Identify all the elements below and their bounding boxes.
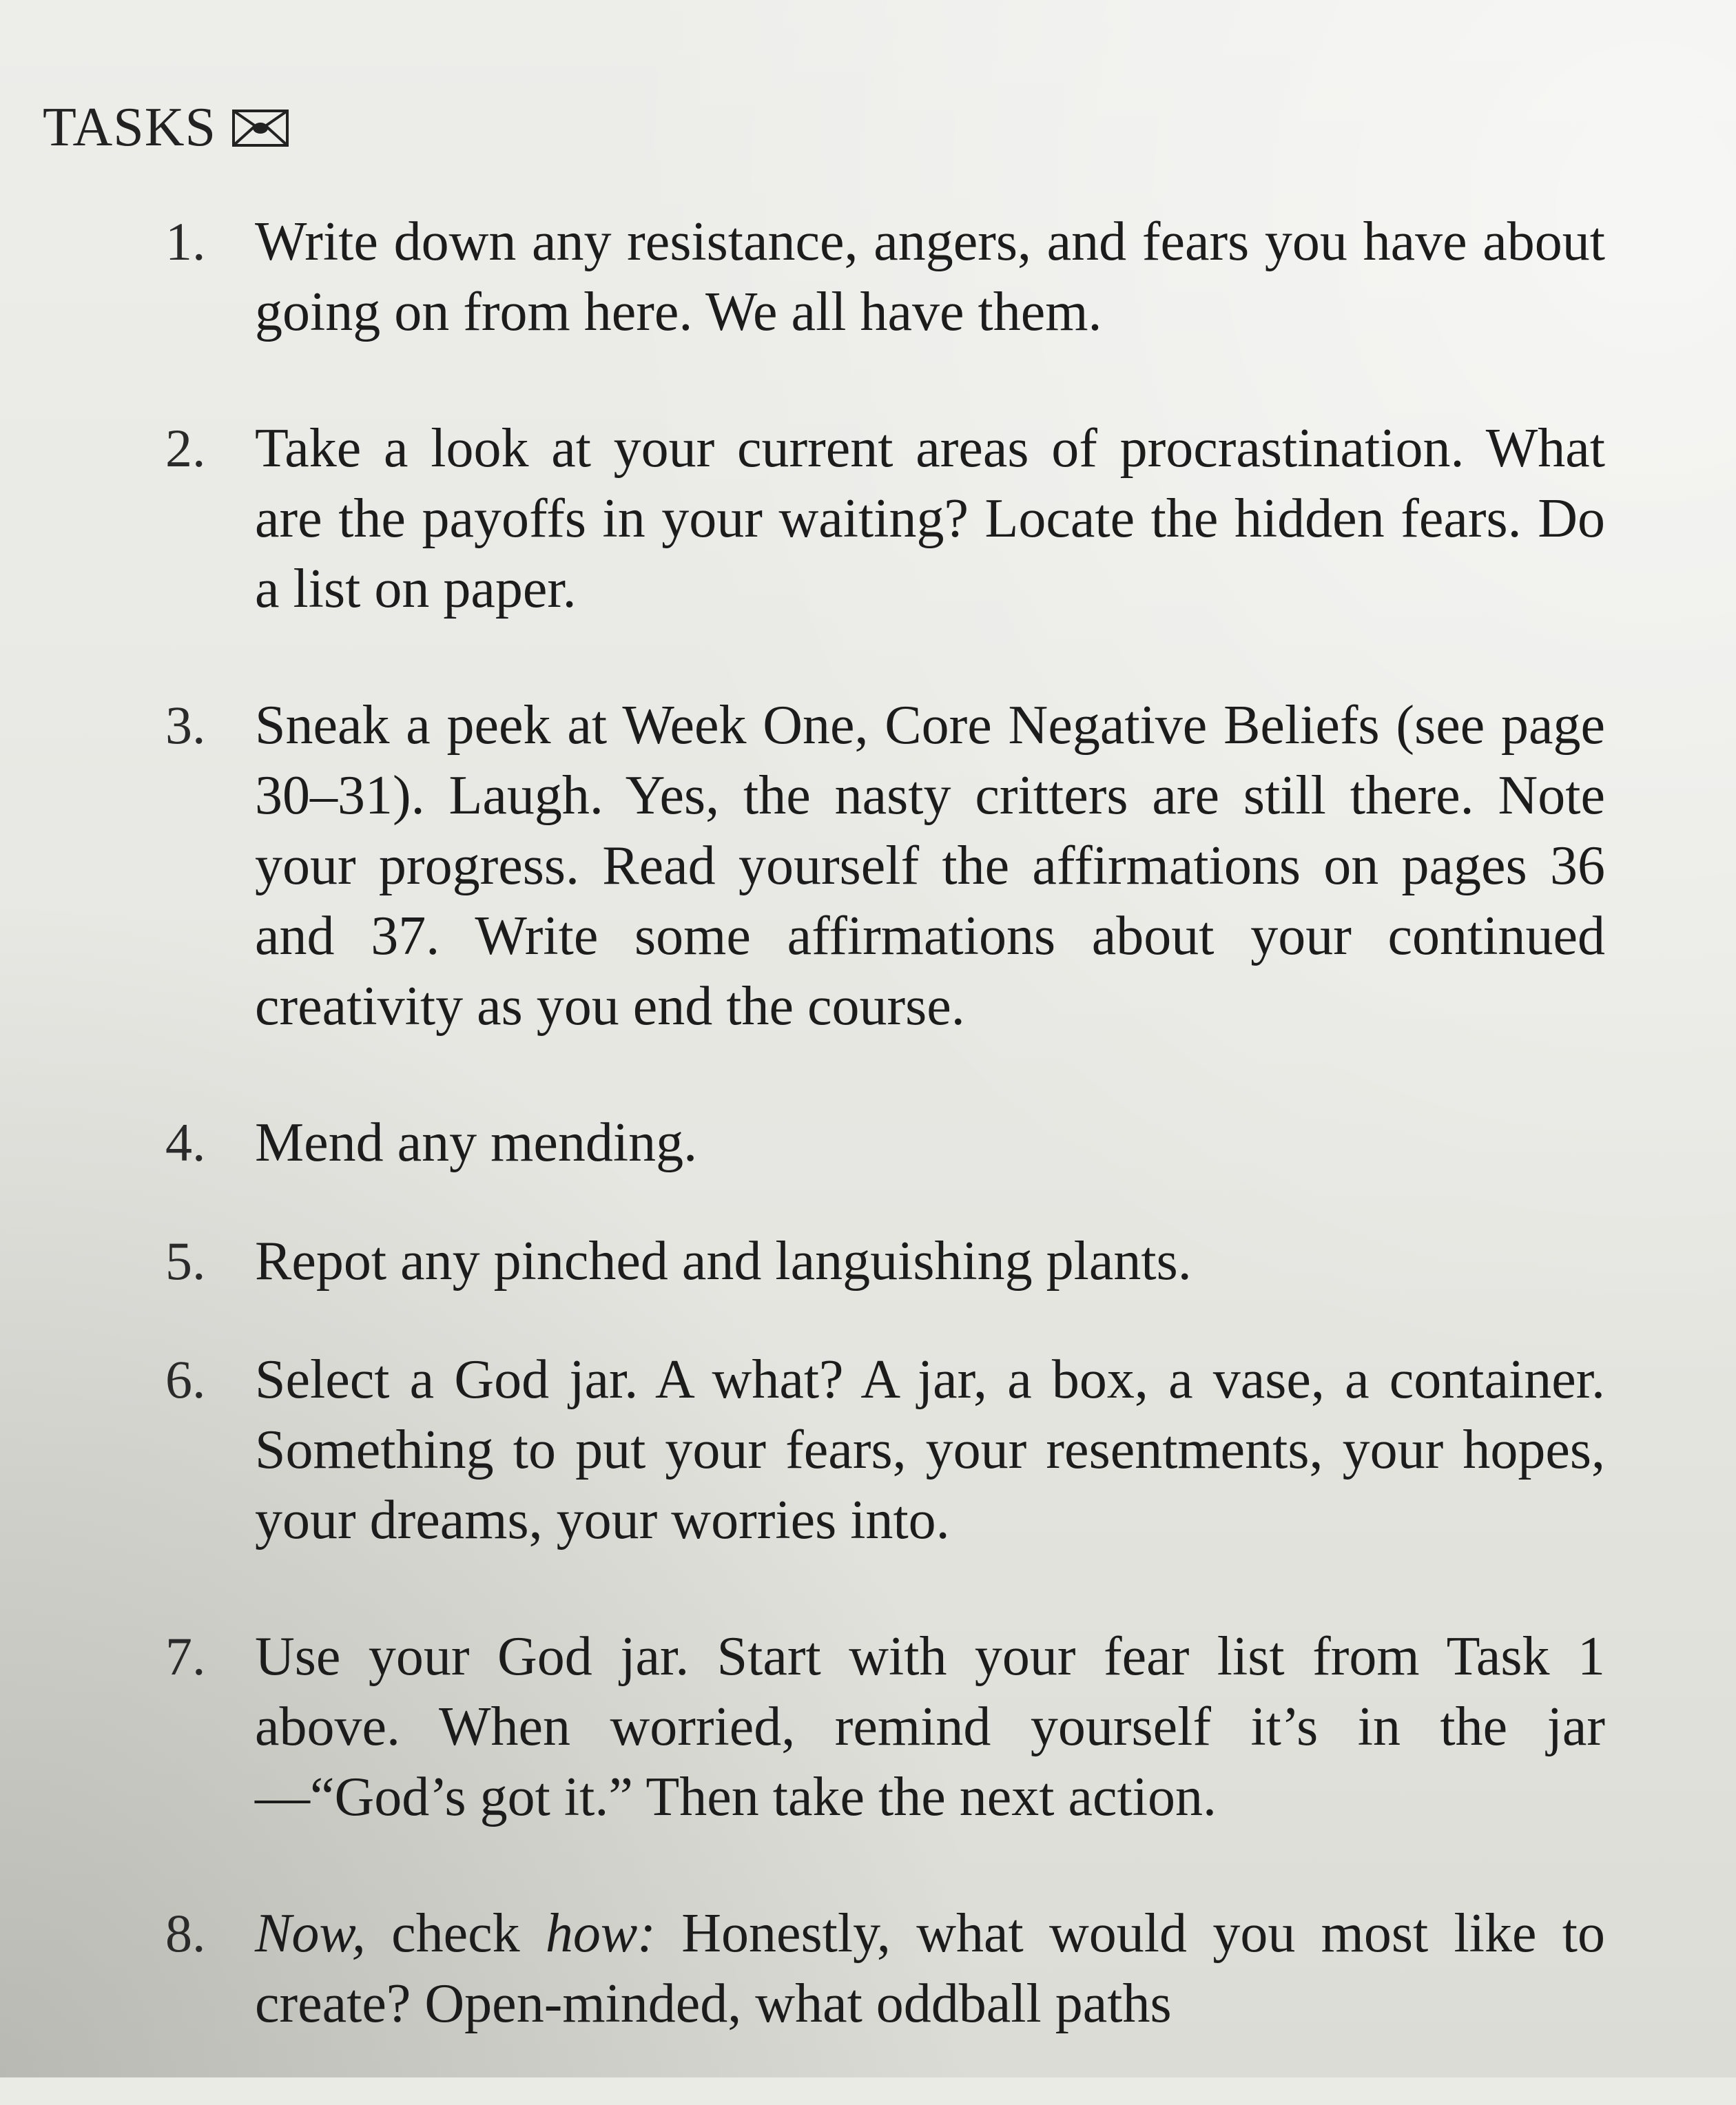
task-number: 8. [165,1903,206,1963]
task-text [255,1898,1605,2039]
task-item-7 [165,1621,1605,1832]
task-item-8 [165,1898,1605,2039]
task-text: Take a look at your current areas of procrastination. What are the payoffs in your waiting? Locate the hidden fears. Do a list on paper. [255,418,1605,619]
task-item-5 [165,1226,1605,1296]
task-list [165,207,1605,2105]
italic-mid: how: [545,1903,656,1964]
task-text: Use your God jar. Start with your fear list from Task 1 above. When worried, remind yourself it’s in the jar—“God’s got it.” Then take the next action. [255,1626,1605,1827]
task-item-3 [165,690,1605,1041]
task-item-1 [165,207,1605,347]
task-item-4 [165,1108,1605,1178]
task-number: 7. [165,1626,206,1686]
task-text: Select a God jar. A what? A jar, a box, a vase, a container. Something to put your fears, your resentments, your hopes, your dreams, your worries into. [255,1349,1605,1551]
task-item-6 [165,1345,1605,1555]
task-text-rest: Honestly, what would you most like to create? Open-minded, what oddball paths [255,1903,1606,2034]
task-text: Repot any pinched and languishing plants. [255,1231,1192,1292]
envelope-icon [231,109,289,147]
task-item-2 [165,413,1605,624]
task-number: 1. [165,211,206,271]
section-title: TASKS [43,97,216,158]
task-number: 4. [165,1112,206,1172]
section-heading [43,96,289,159]
task-number: 3. [165,695,206,755]
italic-lead: Now, [255,1903,366,1964]
task-text: Write down any resistance, angers, and fears you have about going on from here. We all have them. [255,211,1605,342]
task-text: Mend any mending. [255,1112,698,1173]
task-number: 2. [165,418,206,478]
task-number: 6. [165,1349,206,1409]
mid-text: check [365,1903,546,1964]
task-text: Sneak a peek at Week One, Core Negative Beliefs (see page 30–31). Laugh. Yes, the nasty critters are still there. Note your progress. Read yourself the affirmations on pages 36 and 37. Write some affirmations about your continued creativity as you end the course. [255,695,1605,1037]
task-number: 5. [165,1231,206,1291]
